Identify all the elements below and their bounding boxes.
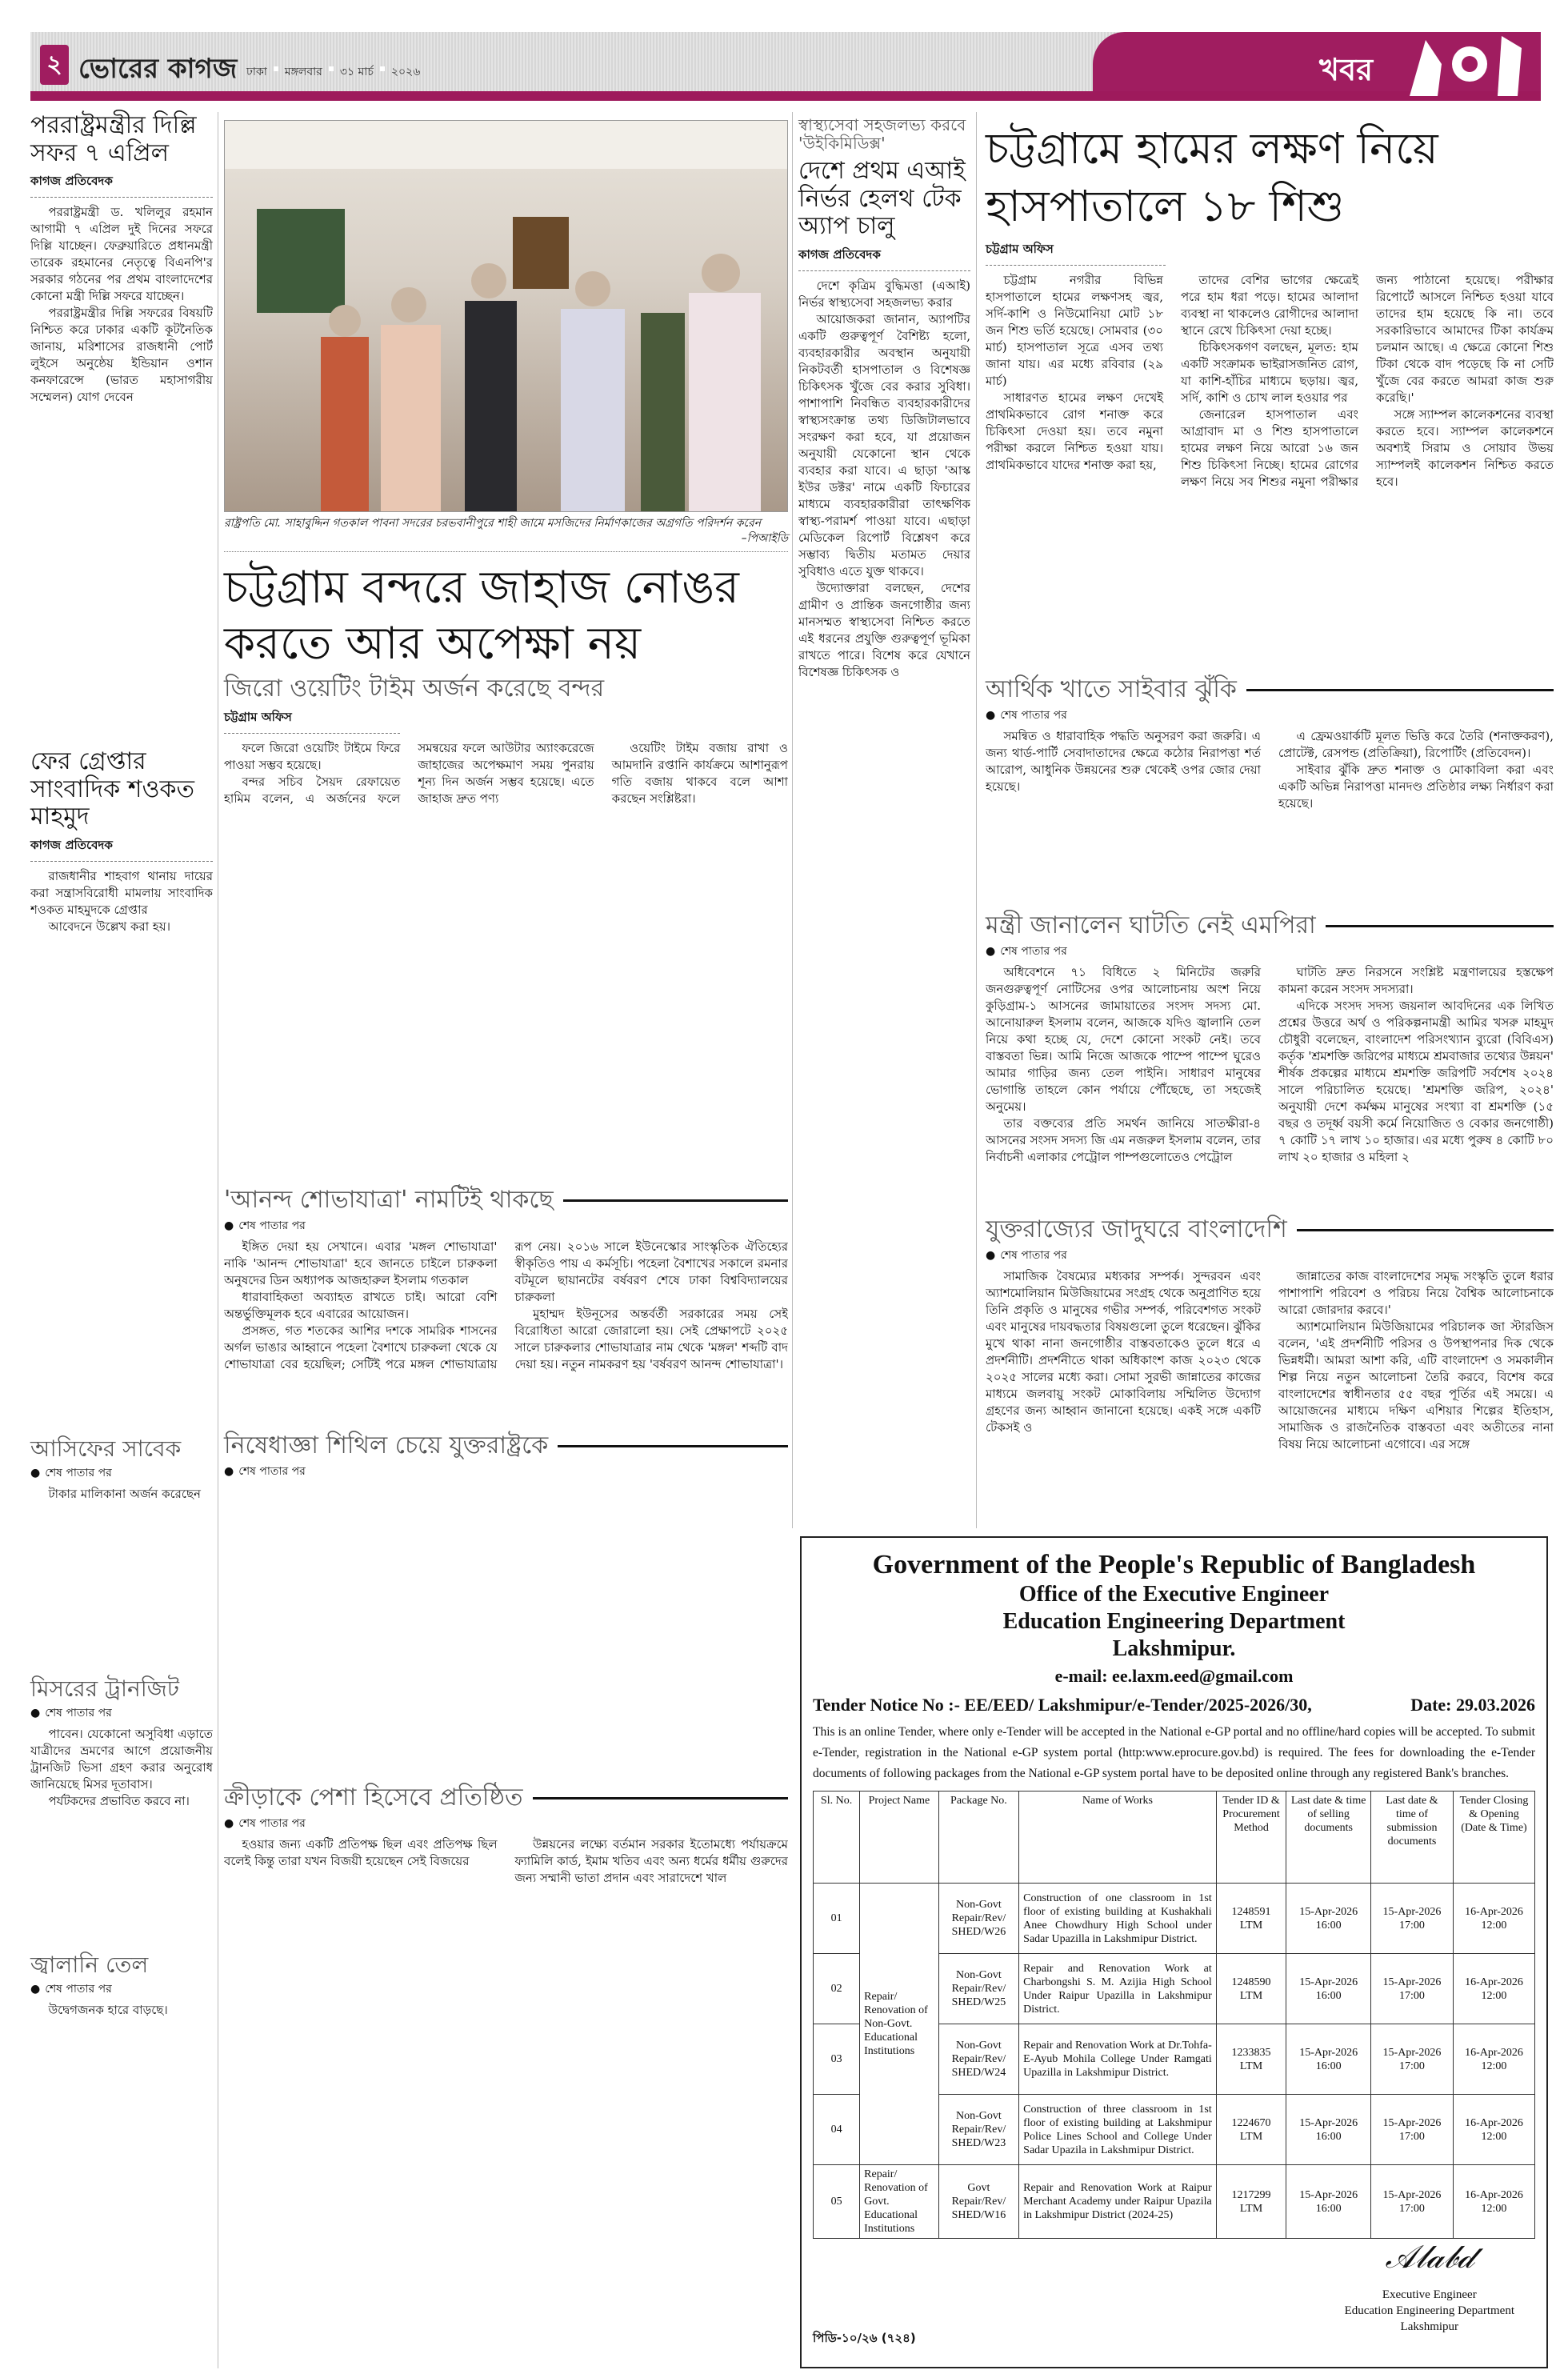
cell-work: Repair and Renovation Work at Dr.Tohfa-E-Ayub Mohila College Under Ramgati Upazilla in Lakshmipur District. [1019,2024,1217,2095]
continued-label: ● শেষ পাতার পর [986,942,1554,961]
cell-sl: 05 [814,2165,860,2239]
tender-notice-number: Tender Notice No :- EE/EED/ Lakshmipur/e-Tender/2025-2026/30, [813,1695,1312,1715]
continued-label: ● শেষ পাতার পর [30,1703,213,1723]
story-fuel-shortage [986,912,1554,1204]
page-number: ২ [40,45,69,85]
story-port [224,560,788,1156]
story-journalist-arrest [30,748,213,1364]
cell-submission: 15-Apr-2026 17:00 [1370,2095,1453,2165]
paragraph: আয়োজকরা জানান, অ্যাপটির একটি গুরুত্বপূর্ণ বৈশিষ্ট্য হলো, ব্যবহারকারীর অবস্থান অনুযায়ী নিকটবর্তী হাসপাতাল ও বিশেষজ্ঞ চিকিৎসক খুঁজে বের করার সুবিধা। পাশাপাশি নিবন্ধিত ব্যবহারকারীদের স্বাস্থ্যসংক্রান্ত তথ্য ডিজিটালভাবে সংরক্ষণ করা হবে, যা প্রয়োজন অনুযায়ী যেকোনো স্থান থেকে ব্যবহার করা যাবে। এ ছাড়া 'আস্ক ইউর ডক্টর' নামে একটি ফিচারের মাধ্যমে ব্যবহারকারীরা তাৎক্ষণিক স্বাস্থ্য-পরামর্শ পাওয়া যাবে। এছাড়া মেডিকেল রিপোর্ট বিশ্লেষণ করে সম্ভাব্য দ্বিতীয় মতামত দেয়ার সুবিধাও এতে যুক্ত থাকবে। [798,311,970,578]
cell-work: Construction of one classroom in 1st floor of existing building at Kushakhali Anee Chowdhury High School under Sadar Upazilla in Lakshmipur District. [1019,1884,1217,1954]
headline: নিষেধাজ্ঞা শিথিল চেয়ে যুক্তরাষ্ট্রকে [224,1432,788,1460]
article-body [986,272,1554,676]
cell-submission: 15-Apr-2026 17:00 [1370,1884,1453,1954]
story-fuel-oil [30,1952,213,2354]
paragraph: হওয়ার জন্য একটি প্রতিপক্ষ ছিল এবং প্রতিপক্ষ ছিল বলেই কিন্তু তারা যখন বিজয়ী হয়েছেন সেই বিজয়ের [224,1836,498,1868]
tender-intro: This is an online Tender, where only e-Tender will be accepted in the National e-GP portal and no offline/hard copies will be accepted. To submit e-Tender, registration in the National e-GP system portal (http:www.eprocure.gov.bd) is required. The fees for downloading the e-Tender documents of following packages from the National e-GP system portal have to be deposited online through any registered Bank's branches. [813,1725,1535,1780]
paragraph: প্রসঙ্গত, গত শতকের আশির দশকে সামরিক শাসনের অর্গল ভাঙার আহ্বানে পহেলা বৈশাখে চারুকলা থেকে যে শোভাযাত্রা বের হয়েছিল; সেটিই পরে মঙ্গল শোভাযাত্রায় রূপ নেয়। ২০১৬ সালে ইউনেস্কোর সাংস্কৃতিক ঐতিহ্যের স্বীকৃতিও পায় এ কর্মসূচি। পহেলা বৈশাখের সকালে রমনার বটমূলে ছায়ানটের বর্ষবরণ শেষে ঢাকা বিশ্ববিদ্যালয়ের চারুকলা [224,1239,788,1371]
article-body [224,1484,788,1788]
cell-selling: 15-Apr-2026 16:00 [1286,1954,1371,2024]
paragraph: পররাষ্ট্রমন্ত্রী ড. খলিলুর রহমান আগামী ৭ এপ্রিল দুই দিনের সফরে দিল্লি যাচ্ছেন। ফেব্রুয়ারিতে প্রধানমন্ত্রী তারেক রহমানের নেতৃত্বে বিএনপি'র সরকার গঠনের পর প্রথম বাংলাদেশের কোনো মন্ত্রী দিল্লি সফরে যাচ্ছেন। [30,205,213,303]
continued-label: ● শেষ পাতার পর [30,1463,213,1483]
paragraph: চট্টগ্রাম নগরীর বিভিন্ন হাসপাতালে হামের লক্ষণসহ জ্বর, সর্দি-কাশি ও নিউমোনিয়া মোট ১৮ জন শিশু ভর্তি হয়েছে। সোমবার (৩০ মার্চ) হাসপাতাল সূত্রে এসব তথ্য জানা যায়। এর মধ্যে রবিবার (২৯ মার্চ) [986,273,1163,388]
paragraph: টাকার মালিকানা অর্জন করেছেন [48,1487,201,1502]
ad-government-title: Government of the People's Republic of Bangladesh [872,1550,1476,1579]
headline: পররাষ্ট্রমন্ত্রীর দিল্লি সফর ৭ এপ্রিল [30,111,197,167]
paragraph: পাবেন। যেকোনো অসুবিধা এড়াতে যাত্রীদের ভ্রমণের আগে প্রয়োজনীয় ট্রানজিট ভিসা গ্রহণ করার অনুরোধ জানিয়েছে মিসর দূতাবাস। [30,1727,213,1792]
page-header [30,32,1541,101]
table-header: Sl. No. [814,1792,860,1884]
story-measles [986,120,1554,676]
story-egypt-transit [30,1676,213,1950]
paragraph: দেশে কৃত্রিম বুদ্ধিমত্তা (এআই) নির্ভর স্বাস্থ্যসেবা সহজলভ্য করার [798,278,970,310]
cell-sl: 02 [814,1954,860,2024]
story-uk-museum [986,1216,1554,1532]
cell-closing: 16-Apr-2026 12:00 [1453,2024,1534,2095]
continued-label: ● শেষ পাতার পর [986,706,1554,725]
headline: মন্ত্রী জানালেন ঘাটতি নেই এমপিরা [986,912,1554,940]
article-body [30,1486,213,1686]
cell-tender_id: 1248590 LTM [1216,1954,1286,2024]
paragraph: রাজধানীর শাহবাগ থানায় দায়ের করা সন্ত্রাসবিরোধী মামলায় সাংবাদিক শওকত মাহমুদকে গ্রেপ্তার [30,868,213,917]
paragraph: মুহাম্মদ ইউনূসের অন্তর্বর্তী সরকারের সময় সেই বিরোধিতা আরো জোরালো হয়। সেই প্রেক্ষাপটে ২০২৫ সালে চারুকলার শোভাযাত্রার নাম থেকে 'মঙ্গল' শব্দটি বাদ দেয়া হয়। নতুন নামকরণ হয় 'বর্ষবরণ আনন্দ শোভাযাত্রা'। [514,1306,788,1371]
table-header: Tender ID & Procurement Method [1216,1792,1286,1884]
cell-selling: 15-Apr-2026 16:00 [1286,2095,1371,2165]
paragraph: পর্যটকদের প্রভাবিত করবে না। [48,1794,190,1809]
article-body [30,204,213,684]
section-logo-icon [1394,32,1530,101]
subheadline: জিরো ওয়েটিং টাইম অর্জন করেছে বন্দর [224,675,605,703]
paragraph: ইঙ্গিত দেয়া হয় সেখানে। এবার 'মঙ্গল শোভাযাত্রা' নাকি 'আনন্দ শোভাযাত্রা' হবে জানতে চাইলে চারুকলা অনুষদের ডিন অধ্যাপক আজহারুল ইসলাম গতকাল [224,1239,498,1287]
cell-tender_id: 1217299 LTM [1216,2165,1286,2239]
cell-package: Non-Govt Repair/Rev/ SHED/W25 [938,1954,1018,2024]
story-cyber-risk [986,676,1554,900]
headline: চট্টগ্রাম বন্দরে জাহাজ নোঙর করতে আর অপেক্ষা নয় [224,562,739,670]
table-row [814,2165,1535,2239]
paragraph: অ্যাশমোলিয়ান মিউজিয়ামের পরিচালক জা স্টারজিস বলেন, 'এই প্রদর্শনীটি পরিসর ও উপস্থাপনার দিক থেকে ভিন্নধর্মী। আমরা আশা করি, এটি বাংলাদেশ ও সমকালীন শিল্প নিয়ে নতুন আলোচনা তৈরি করবে, বিশেষ করে বাংলাদেশের স্বাধীনতার ৫৫ বছর পূর্তির এই সময়ে। এ আয়োজনের মাধ্যমে দক্ষিণ এশিয়ার শিল্পের ইতিহাস, সামাজিক ও রাজনৈতিক বাস্তবতা এবং অতীতের নানা বিষয় নিয়ে আলোচনা এগোবে। এর সঙ্গে [1278,1319,1554,1451]
ad-department: Education Engineering Department [1002,1609,1346,1634]
paragraph: সমন্বিত ও ধারাবাহিক পদ্ধতি অনুসরণ করা জরুরি। এ জন্য থার্ড-পার্টি সেবাদাতাদের ক্ষেত্রে কঠোর নিরাপত্তা শর্ত আরোপ, আধুনিক উন্নয়নের শুরু থেকেই ওপর জোর দেয়া হয়েছে। [986,728,1261,794]
cell-package: Non-Govt Repair/Rev/ SHED/W26 [938,1884,1018,1954]
paragraph: পররাষ্ট্রমন্ত্রীর দিল্লি সফরের বিষয়টি নিশ্চিত করে ঢাকার একটি কূটনৈতিক জানায়, মরিশাসের রাজধানী পোর্ট লুইসে অনুষ্ঠেয় ইন্ডিয়ান ওশান কনফারেন্সে (ভারত মহাসাগরীয় সম্মেলন) যোগ দেবেন [30,306,213,404]
cell-work: Repair and Renovation Work at Charbongshi S. M. Azijia High School Under Raipur Upazilla in Lakshmipur District. [1019,1954,1217,2024]
cell-package: Non-Govt Repair/Rev/ SHED/W23 [938,2095,1018,2165]
paragraph: জান্নাতের কাজ বাংলাদেশের সমৃদ্ধ সংস্কৃতি তুলে ধরার পাশাপাশি পরিবেশ ও পরিচয় নিয়ে বৈশ্বিক আলোচনাকে আরো জোরদার করবে।' [1278,1268,1554,1317]
continued-label: ● শেষ পাতার পর [30,1980,213,1999]
photo-illustration [225,121,788,512]
signature-department: Education Engineering Department [1344,2304,1514,2317]
article-body [224,740,788,1156]
article-body [30,868,213,1364]
story-sanctions [224,1432,788,1788]
cell-project: Repair/ Renovation of Govt. Educational Institutions [860,2165,939,2239]
article-body [30,2002,213,2354]
paragraph: চিকিৎসকগণ বলছেন, মূলত: হাম একটি সংক্রামক ভাইরাসজনিত রোগ, যা কাশি-হাঁচির মাধ্যমে ছড়ায়। জ্বর, সর্দি, কাশি ও চোখ লাল হওয়ার পর [1181,340,1358,405]
cell-closing: 16-Apr-2026 12:00 [1453,2095,1534,2165]
ad-memo-number: পিডি-১০/২৬ (৭২৪) [813,2331,916,2345]
cell-submission: 15-Apr-2026 17:00 [1370,1954,1453,2024]
dateline-city: ঢাকা [246,66,267,78]
ad-location: Lakshmipur. [1112,1636,1236,1661]
cell-selling: 15-Apr-2026 16:00 [1286,1884,1371,1954]
cell-package: Govt Repair/Rev/ SHED/W16 [938,2165,1018,2239]
table-header: Last date & time of submission documents [1370,1792,1453,1884]
table-header: Project Name [860,1792,939,1884]
paragraph: সামাজিক বৈষম্যের মধ্যকার সম্পর্ক। সুন্দরবন এবং অ্যাশমোলিয়ান মিউজিয়ামের সংগ্রহ থেকে অনুপ্রাণিত হয়ে তিনি প্রকৃতি ও মানুষের গভীর সম্পর্ক, পরিবেশগত সংকট এবং মানুষের দায়বদ্ধতার বিষয়গুলো তুলে ধরেছেন। ঝুঁকির মুখে থাকা নানা জনগোষ্ঠীর বাস্তবতাকেও তুলে ধরে এ প্রদর্শনীটি। প্রদর্শনীতে থাকা অধিকাংশ কাজ ২০২৩ থেকে ২০২৫ সালের মধ্যে করা। সোমা সুরভী জান্নাতের কাজের মাধ্যমে জলবায়ু সংকট মোকাবিলায় সম্মিলিত উদ্যোগ গ্রহণের জন্য আহ্বান জানানো হয়েছে। একই সঙ্গে একটি টেকসই ও [986,1268,1261,1435]
cell-closing: 16-Apr-2026 12:00 [1453,1884,1534,1954]
cell-sl: 03 [814,2024,860,2095]
column-rule [976,112,977,1528]
masthead: ভোরের কাগজ [78,53,238,85]
paragraph: এ ফ্রেমওয়ার্কটি মূলত ভিত্তি করে তৈরি (শনাক্তকরণ), প্রোটেক্ট, রেসপন্ড (প্রতিক্রিয়া), রিপোর্টিং (প্রতিবেদন)। [1278,728,1554,760]
signature-title: Executive Engineer [1382,2288,1477,2301]
kicker: স্বাস্থ্যসেবা সহজলভ্য করবে 'উইকিমিডিক্স' [798,115,966,153]
signature-block [1345,2239,1514,2335]
paragraph: উদ্বেগজনক হারে বাড়ছে। [48,2003,168,2018]
headline: মিসরের ট্রানজিট [30,1675,180,1702]
byline: কাগজ প্রতিবেদক [30,172,213,198]
paragraph: আবেদনে উল্লেখ করা হয়। [48,919,170,934]
paragraph: ঘাটতি দ্রুত নিরসনে সংশ্লিষ্ট মন্ত্রণালয়ের হস্তক্ষেপ কামনা করেন সংসদ সদস্যরা। [1278,964,1554,996]
cell-tender_id: 1233835 LTM [1216,2024,1286,2095]
paragraph: উন্নয়নের লক্ষ্যে বর্তমান সরকার ইতোমধ্যে পর্যায়ক্রমে ফ্যামিলি কার্ড, ইমাম খতিব এবং অন্য ধর্মের ধর্মীয় গুরুদের জন্য সম্মানী ভাতা প্রদান এবং সারাদেশে খাল [514,1836,788,1885]
table-header: Last date & time of selling documents [1286,1792,1371,1884]
paragraph: সাধারণত হামের লক্ষণ দেখেই প্রাথমিকভাবে রোগ শনাক্ত করে চিকিৎসা দেওয়া হয়। তবে নমুনা পরীক্ষা করলে নিশ্চিত হওয়া যায়। প্রাথমিকভাবে যাদের শনাক্ত করা হয়, [986,390,1163,472]
tender-table [813,1791,1535,2239]
paragraph: উদ্যোক্তারা বলছেন, দেশের গ্রামীণ ও প্রান্তিক জনগোষ্ঠীর জন্য মানসম্মত স্বাস্থ্যসেবা নিশ্চিত করতে এই ধরনের প্রযুক্তি গুরুত্বপূর্ণ ভূমিকা রাখতে পারে। বিশেষ করে যেখানে বিশেষজ্ঞ চিকিৎসক ও [798,580,970,679]
cell-selling: 15-Apr-2026 16:00 [1286,2024,1371,2095]
dateline-day: মঙ্গলবার [284,66,322,78]
paragraph: তার বক্তব্যের প্রতি সমর্থন জানিয়ে সাতক্ষীরা-৪ আসনের সংসদ সদস্য জি এম নজরুল ইসলাম বলেন, তার নির্বাচনী এলাকার পেট্রোল পাম্পগুলোতেও পেট্রোল [986,1115,1261,1164]
tender-notice-ad [800,1536,1548,2368]
article-body [224,1836,788,2348]
headline: 'আনন্দ শোভাযাত্রা' নামটিই থাকছে [224,1187,788,1215]
table-row [814,1884,1535,1954]
headline: আসিফের সাবেক [30,1435,182,1462]
dateline-date: ৩১ মার্চ [339,66,374,78]
byline: চট্টগ্রাম অফিস [986,240,1166,266]
signature-place: Lakshmipur [1400,2320,1459,2333]
story-asif [30,1436,213,1686]
paragraph: ফলে জিরো ওয়েটিং টাইমে ফিরে পাওয়া সম্ভব হয়েছে। [224,740,401,772]
continued-label: ● শেষ পাতার পর [224,1216,788,1235]
paragraph: তাদের বেশির ভাগের ক্ষেত্রেই পরে হাম ধরা পড়ে। হামের আলাদা ব্যবস্থা না থাকলেও রোগীদের আলাদা স্থানে রেখে চিকিৎসা দেয়া হচ্ছে। [1181,273,1358,338]
continued-label: ● শেষ পাতার পর [224,1814,788,1833]
table-header: Tender Closing & Opening (Date & Time) [1453,1792,1534,1884]
cell-submission: 15-Apr-2026 17:00 [1370,2165,1453,2239]
paragraph: বন্দর সচিব সৈয়দ রেফায়েত হামিম বলেন, এ অর্জনের ফলে সমন্বয়ের ফলে আউটার অ্যাংকরেজে জাহাজের অপেক্ষমাণ সময় পুনরায় শূন্য দিন অর্জন সম্ভব হয়েছে। এতে জাহাজ দ্রুত পণ্য [224,740,594,806]
table-header: Name of Works [1019,1792,1217,1884]
byline: চট্টগ্রাম অফিস [224,708,400,734]
paragraph: ওয়েটিং টাইম বজায় রাখা ও আমদানি রপ্তানি কার্যক্রমে আশানুরূপ গতি বজায় থাকবে বলে আশা করছেন সংশ্লিষ্টরা। [611,740,788,806]
article-body [798,278,970,1382]
story-ai-health-app [798,116,970,1382]
cell-tender_id: 1224670 LTM [1216,2095,1286,2165]
headline: যুক্তরাজ্যের জাদুঘরে বাংলাদেশি [986,1216,1554,1244]
dateline [246,62,420,82]
section-title: খবর [1318,52,1373,87]
byline: কাগজ প্রতিবেদক [30,836,213,862]
paragraph: অধিবেশনে ৭১ বিধিতে ২ মিনিটের জরুরি জনগুরুত্বপূর্ণ নোটিসের ওপর আলোচনায় অংশ নিয়ে কুড়িগ্রাম-১ আসনের জামায়াতের সংসদ সদস্য মো. আনোয়ারুল ইসলাম বলেন, আজকে যদিও জ্বালানি তেল নিয়ে কথা হচ্ছে যে, দেশে কোনো সংকট নেই। তবে বাস্তবতা ভিন্ন। আমি নিজে আজকে পাম্পে পাম্পে ঘুরেও আমার গাড়ির জন্য তেল পাইনি। সাধারণ মানুষের ভোগান্তি তাহলে কোন পর্যায়ে পৌঁছেছে, তা সহজেই অনুমেয়। [986,964,1261,1114]
dateline-year: ২০২৬ [390,66,421,78]
ad-email: e-mail: ee.laxm.eed@gmail.com [1054,1666,1294,1686]
article-body [224,1239,788,1439]
cell-work: Construction of three classroom in 1st floor of existing building at Lakshmipur Police Lines School and College Under Sadar Upazila in Lakshmipur District. [1019,2095,1217,2165]
headline: ক্রীড়াকে পেশা হিসেবে প্রতিষ্ঠিত [224,1784,788,1812]
cell-sl: 04 [814,2095,860,2165]
story-sports [224,1784,788,2348]
headline: আর্থিক খাতে সাইবার ঝুঁকি [986,676,1554,704]
article-body [986,964,1554,1204]
signature-mark: 𝒜𝓁𝒶𝒷𝒹 [1385,2239,1474,2276]
headline: দেশে প্রথম এআই নির্ভর হেলথ টেক অ্যাপ চালু [798,157,966,240]
paragraph: এদিকে সংসদ সদস্য জয়নাল আবদিনের এক লিখিত প্রশ্নের উত্তরে অর্থ ও পরিকল্পনামন্ত্রী আমির খসরু মাহমুদ চৌধুরী বলেছেন, বাংলাদেশ পরিসংখ্যান ব্যুরো (বিবিএস) কর্তৃক 'শ্রমশক্তি জরিপের মাধ্যমে শ্রমবাজার তথ্যের উন্নয়ন' শীর্ষক প্রকল্পের মাধ্যমে শ্রমশক্তি জরিপটি সর্বশেষ ২০২৪ সালে পরিচালিত হয়েছে। 'শ্রমশক্তি জরিপ, ২০২৪' অনুযায়ী দেশে কর্মক্ষম মানুষের সংখ্যা বা শ্রমশক্তি (১৫ বছর ও তদূর্ধ্ব বয়সী কর্মে নিয়োজিত ও বেকার জনগোষ্ঠী) ৭ কোটি ১৭ লাখ ১০ হাজার। এর মধ্যে পুরুষ ৪ কোটি ৮০ লাখ ২০ হাজার ও মহিলা ২ [1278,998,1554,1164]
byline: কাগজ প্রতিবেদক [798,246,970,271]
photo-caption [224,516,788,552]
cell-submission: 15-Apr-2026 17:00 [1370,2024,1453,2095]
headline: ফের গ্রেপ্তার সাংবাদিক শওকত মাহমুদ [30,747,195,831]
story-ananda-shobhajatra [224,1187,788,1439]
tender-notice-line [813,1695,1535,1715]
paragraph: ধারাবাহিকতা অব্যাহত রাখতে চাই। আরো বেশি অন্তর্ভুক্তিমূলক হবে এবারের আয়োজন। [224,1289,498,1321]
cell-selling: 15-Apr-2026 16:00 [1286,2165,1371,2239]
tender-date: Date: 29.03.2026 [1410,1695,1535,1715]
paragraph: সঙ্গে স্যাম্পল কালেকশনের ব্যবস্থা করতে হবে। স্যাম্পল কালেকশনে অবশ্যই সিরাম ও সোয়াব উভয় স্যাম্পলই কালেকশন নিশ্চিত করতে হবে। [1376,407,1554,489]
news-photo [224,120,788,512]
cell-tender_id: 1248591 LTM [1216,1884,1286,1954]
paragraph: জেনারেল হাসপাতাল এবং আগ্রাবাদ মা ও শিশু হাসপাতালে হামের লক্ষণ নিয়ে আরো ১৬ জন শিশু চিকিৎসা নিচ্ছে। হামের রোগের লক্ষণ নিয়ে সব শিশুর নমুনা পরীক্ষার জন্য পাঠানো হয়েছে। পরীক্ষার রিপোর্টে আসলে নিশ্চিত হওয়া যাবে তাদের হাম হয়েছে কি না। তবে সরকারিভাবে আমাদের টিকা কার্যক্রম চলমান আছে। এ ক্ষেত্রে কোনো শিশু টিকা থেকে বাদ পড়েছে কি না সেটি খুঁজে বের করতে আমরা কাজ শুরু করেছি।' [1181,273,1554,489]
column-rule [792,112,793,1528]
header-band [30,91,1541,101]
cell-closing: 16-Apr-2026 12:00 [1453,1954,1534,2024]
cell-work: Repair and Renovation Work at Raipur Merchant Academy under Raipur Upazila in Lakshmipur District (2024-25) [1019,2165,1217,2239]
cell-project: Repair/ Renovation of Non-Govt. Educational Institutions [860,1884,939,2165]
continued-label: ● শেষ পাতার পর [986,1246,1554,1265]
caption-text: রাষ্ট্রপতি মো. সাহাবুদ্দিন গতকাল পাবনা সদরের চরভবানীপুরে শাহী জামে মসজিদের নির্মাণকাজের অগ্রগতি পরিদর্শন করেন [224,517,762,530]
cell-sl: 01 [814,1884,860,1954]
photo-credit: –পিআইডি [741,532,788,545]
continued-label: ● শেষ পাতার পর [224,1462,788,1481]
ad-office: Office of the Executive Engineer [1018,1582,1330,1607]
story-foreign-minister [30,112,213,684]
article-body [986,1268,1554,1532]
table-header: Package No. [938,1792,1018,1884]
headline: জ্বালানি তেল [30,1952,149,1978]
paragraph: সাইবার ঝুঁকি দ্রুত শনাক্ত ও মোকাবিলা করা এবং একটি অভিন্ন নিরাপত্তা মানদণ্ড প্রতিষ্ঠার লক্ষ্য নির্ধারণ করা হয়েছে। [1278,762,1554,811]
cell-package: Non-Govt Repair/Rev/ SHED/W24 [938,2024,1018,2095]
cell-closing: 16-Apr-2026 12:00 [1453,2165,1534,2239]
article-body [986,728,1554,900]
headline: চট্টগ্রামে হামের লক্ষণ নিয়ে হাসপাতালে ১৮ শিশু [986,123,1438,231]
article-body [30,1726,213,1950]
